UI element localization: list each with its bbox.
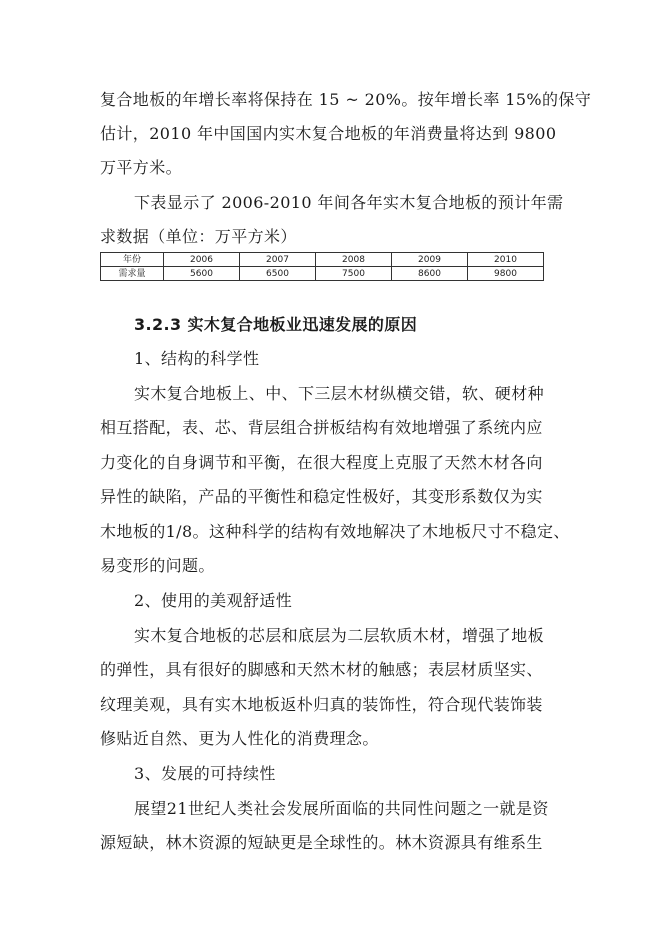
paragraph-line: 下表显示了 2006-2010 年间各年实木复合地板的预计年需 [134, 193, 564, 212]
paragraph-line: 实木复合地板上、中、下三层木材纵横交错，软、硬材种 [134, 384, 545, 403]
item-title: 3、发展的可持续性 [134, 764, 276, 783]
paragraph-line: 复合地板的年增长率将保持在 15 ~ 20%。按年增长率 15%的保守 [100, 90, 592, 109]
table-cell: 2009 [392, 253, 468, 267]
table-cell: 6500 [240, 267, 316, 281]
table-header-cell: 需求量 [101, 267, 164, 281]
table-cell: 8600 [392, 267, 468, 281]
paragraph-line: 的弹性，具有很好的脚感和天然木材的触感；表层材质坚实、 [100, 660, 543, 679]
paragraph-line: 展望21世纪人类社会发展所面临的共同性问题之一就是资 [134, 799, 549, 818]
demand-table [100, 252, 544, 281]
paragraph-line: 纹理美观，具有实木地板返朴归真的装饰性，符合现代装饰装 [100, 695, 543, 714]
item-title: 1、结构的科学性 [134, 349, 260, 368]
table-cell: 2008 [316, 253, 392, 267]
table-cell: 2006 [164, 253, 240, 267]
paragraph-line: 修贴近自然、更为人性化的消费理念。 [100, 729, 379, 748]
section-heading: 3.2.3 实木复合地板业迅速发展的原因 [134, 315, 418, 334]
paragraph-line: 力变化的自身调节和平衡，在很大程度上克服了天然木材各向 [100, 453, 543, 472]
item-title: 2、使用的美观舒适性 [134, 591, 293, 610]
table-cell: 7500 [316, 267, 392, 281]
paragraph-line: 估计，2010 年中国国内实木复合地板的年消费量将达到 9800 [100, 124, 557, 143]
paragraph-line: 求数据（单位：万平方米） [100, 227, 297, 246]
paragraph-line: 相互搭配，表、芯、背层组合拼板结构有效地增强了系统内应 [100, 418, 543, 437]
paragraph-line: 异性的缺陷，产品的平衡性和稳定性极好，其变形系数仅为实 [100, 487, 543, 506]
table-cell: 9800 [468, 267, 544, 281]
table-cell: 2010 [468, 253, 544, 267]
paragraph-line: 木地板的1/8。这种科学的结构有效地解决了木地板尺寸不稳定、 [100, 522, 570, 541]
table-cell: 5600 [164, 267, 240, 281]
paragraph-line: 易变形的问题。 [100, 556, 215, 575]
table-cell: 2007 [240, 253, 316, 267]
paragraph-line: 万平方米。 [100, 158, 183, 177]
paragraph-line: 源短缺，林木资源的短缺更是全球性的。林木资源具有维系生 [100, 833, 543, 852]
table-row [101, 267, 544, 281]
paragraph-line: 实木复合地板的芯层和底层为二层软质木材，增强了地板 [134, 626, 545, 645]
table-header-cell: 年份 [101, 253, 164, 267]
table-row [101, 253, 544, 267]
